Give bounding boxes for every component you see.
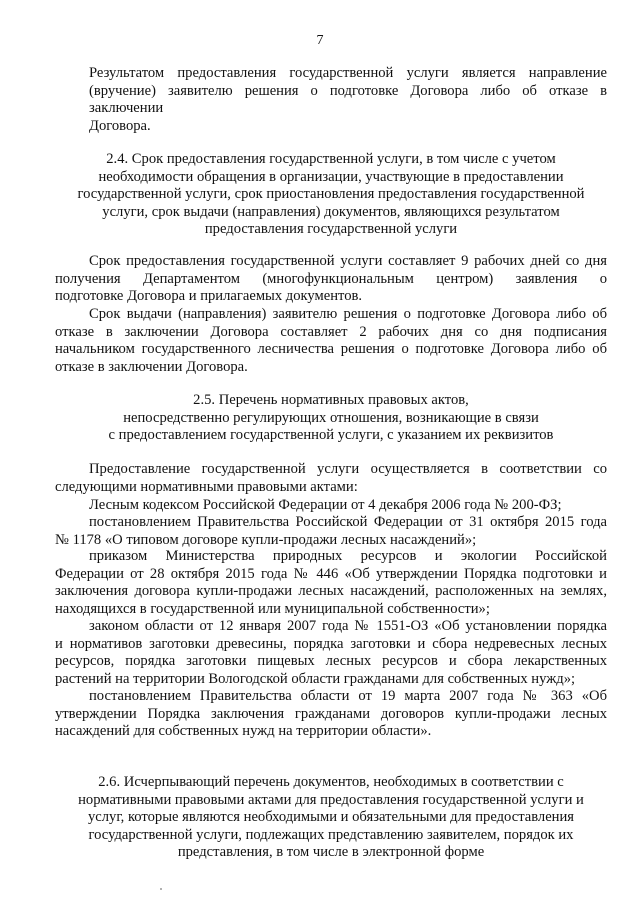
text-line: начальником государственного лесничества решения о подготовке Договора либо об bbox=[55, 341, 607, 358]
acts-intro-paragraph bbox=[55, 461, 607, 496]
text-line: и нормативов заготовки древесины, порядка заготовки и сбора недревесных лесных bbox=[55, 635, 607, 652]
section-heading-2-4 bbox=[55, 151, 607, 239]
text-line: находящихся в государственной или муниципальной собственности»; bbox=[55, 600, 490, 617]
text-line: подготовке Договора и прилагаемых документов. bbox=[55, 288, 363, 305]
act-item-2 bbox=[55, 514, 607, 549]
text-line: Лесным кодексом Российской Федерации от 4 декабря 2006 года № 200-ФЗ; bbox=[89, 497, 562, 513]
heading-line: 2.5. Перечень нормативных правовых актов, bbox=[193, 392, 469, 408]
text-line: ресурсов, порядка заготовки пищевых лесных ресурсов и сбора лекарственных bbox=[55, 653, 607, 670]
text-line: получения Департаментом (многофункциональным центром) заявления о bbox=[55, 270, 607, 287]
result-paragraph bbox=[89, 65, 607, 135]
heading-line: нормативными правовыми актами для предоставления государственной услуги и bbox=[78, 791, 584, 808]
heading-line: государственной услуги, подлежащих представлению заявителем, порядок их bbox=[88, 826, 574, 843]
heading-line: непосредственно регулирующих отношения, возникающие в связи bbox=[123, 409, 539, 426]
heading-line: 2.6. Исчерпывающий перечень документов, необходимых в соответствии с bbox=[98, 774, 564, 790]
act-item-1 bbox=[55, 497, 607, 515]
heading-line: услуги, срок выдачи (направления) документов, являющихся результатом bbox=[102, 203, 560, 220]
text-line: насаждений для собственных нужд на территории области». bbox=[55, 723, 432, 740]
act-item-4 bbox=[55, 618, 607, 688]
scan-speck bbox=[160, 888, 162, 890]
text-line: Предоставление государственной услуги осуществляется в соответствии со bbox=[89, 461, 607, 477]
text-line: постановлением Правительства области от 19 марта 2007 года № 363 «Об bbox=[89, 688, 607, 704]
heading-line: представления, в том числе в электронной форме bbox=[177, 844, 485, 861]
text-line: законом области от 12 января 2007 года № 1551-ОЗ «Об установлении порядка bbox=[89, 618, 607, 634]
section-heading-2-5 bbox=[55, 392, 607, 445]
page-number: 7 bbox=[316, 33, 324, 48]
heading-line: государственной услуги, срок приостановления предоставления государственной bbox=[77, 186, 585, 203]
text-line: постановлением Правительства Российской Федерации от 31 октября 2015 года bbox=[89, 514, 607, 530]
text-line: № 1178 «О типовом договоре купли-продажи лесных насаждений»; bbox=[55, 531, 477, 548]
act-item-3 bbox=[55, 548, 607, 618]
heading-line: необходимости обращения в организации, участвующие в предоставлении bbox=[98, 168, 564, 185]
term-paragraph-2 bbox=[55, 306, 607, 376]
text-line: Срок выдачи (направления) заявителю решения о подготовке Договора либо об bbox=[89, 306, 607, 322]
text-line: заключения договора купли-продажи лесных насаждений, расположенных на землях, bbox=[55, 583, 607, 600]
text-line: Результатом предоставления государственной услуги является направление bbox=[89, 65, 607, 81]
text-line: приказом Министерства природных ресурсов и экологии Российской bbox=[89, 548, 607, 564]
text-line: Срок предоставления государственной услуги составляет 9 рабочих дней со дня bbox=[89, 253, 607, 269]
heading-line: с предоставлением государственной услуги, с указанием их реквизитов bbox=[108, 427, 554, 444]
heading-line: предоставления государственной услуги bbox=[204, 221, 458, 238]
term-paragraph-1 bbox=[55, 253, 607, 306]
text-line: растений на территории Вологодской области гражданами для собственных нужд»; bbox=[55, 670, 576, 687]
section-heading-2-6 bbox=[55, 774, 607, 862]
act-item-5 bbox=[55, 688, 607, 741]
text-line: (вручение) заявителю решения о подготовке Договора либо об отказе в заключении bbox=[89, 82, 607, 117]
heading-line: услуг, которые являются необходимыми и обязательными для предоставления bbox=[87, 809, 575, 826]
text-line: следующими нормативными правовыми актами: bbox=[55, 478, 358, 495]
text-line: отказе в заключении Договора. bbox=[55, 358, 248, 375]
text-line: Федерации от 28 октября 2015 года № 446 «Об утверждении Порядка подготовки и bbox=[55, 565, 607, 582]
text-line: Договора. bbox=[89, 117, 151, 134]
text-line: утверждении Порядка заключения гражданами договоров купли-продажи лесных bbox=[55, 705, 607, 722]
text-line: отказе в заключении Договора составляет 2 рабочих дня со дня подписания bbox=[55, 323, 607, 340]
heading-line: 2.4. Срок предоставления государственной услуги, в том числе с учетом bbox=[106, 151, 556, 167]
